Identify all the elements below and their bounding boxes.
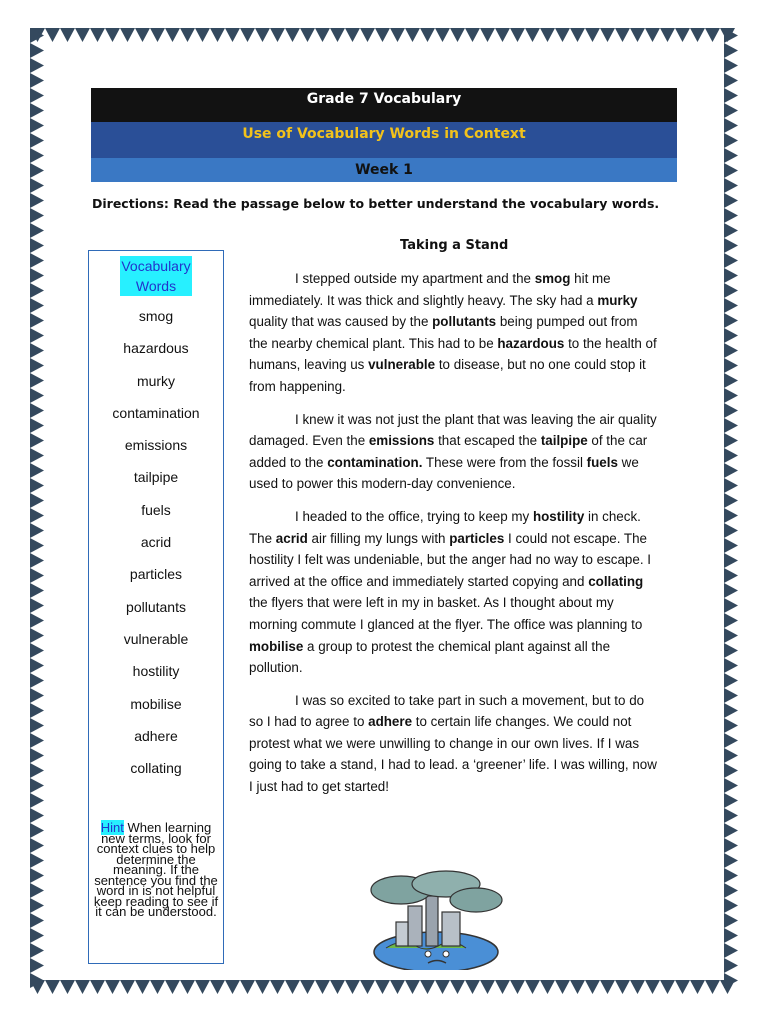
border-triangle — [105, 28, 120, 42]
border-triangle — [690, 980, 705, 994]
border-triangle — [30, 478, 44, 493]
border-triangle — [30, 73, 44, 88]
story — [249, 268, 659, 809]
border-triangle — [724, 943, 738, 958]
border-triangle — [195, 980, 210, 994]
vocabulary-title — [120, 256, 191, 296]
border-triangle — [724, 883, 738, 898]
header-subtitle-text: Use of Vocabulary Words in Context — [242, 126, 526, 142]
vocabulary-term: particles — [449, 530, 505, 546]
border-triangle — [30, 598, 44, 613]
border-triangle — [724, 28, 738, 43]
story-text: I knew it was not just the plant that was leaving the air quality damaged. Even the — [249, 411, 657, 449]
border-triangle — [315, 980, 330, 994]
vocabulary-box — [88, 250, 224, 964]
border-triangle — [225, 28, 240, 42]
border-triangle — [360, 980, 375, 994]
border-triangle — [465, 980, 480, 994]
border-triangle — [90, 28, 105, 42]
border-triangle — [585, 28, 600, 42]
border-triangle — [30, 238, 44, 253]
border-triangle — [495, 28, 510, 42]
border-triangle — [525, 28, 540, 42]
border-triangle — [30, 373, 44, 388]
border-triangle — [420, 28, 435, 42]
border-triangle — [180, 980, 195, 994]
border-triangle — [30, 568, 44, 583]
border-triangle — [30, 418, 44, 433]
border-triangle — [724, 658, 738, 673]
border-triangle — [724, 718, 738, 733]
vocabulary-term: mobilise — [249, 638, 304, 654]
border-triangle — [135, 28, 150, 42]
border-triangle — [405, 28, 420, 42]
border-triangle — [30, 148, 44, 163]
border-triangle — [285, 980, 300, 994]
border-triangle — [30, 538, 44, 553]
vocabulary-word: smog — [138, 308, 174, 324]
border-triangle — [30, 403, 44, 418]
border-triangle — [724, 688, 738, 703]
border-triangle — [724, 583, 738, 598]
border-triangle — [30, 493, 44, 508]
hint — [93, 820, 219, 919]
border-triangle — [30, 583, 44, 598]
border-triangle — [705, 980, 720, 994]
border-triangle — [724, 478, 738, 493]
story-text: These were from the fossil — [422, 454, 587, 470]
border-triangle — [390, 980, 405, 994]
border-triangle — [30, 28, 44, 43]
border-triangle — [555, 980, 570, 994]
border-triangle — [724, 523, 738, 538]
border-triangle — [30, 613, 44, 628]
border-triangle — [724, 793, 738, 808]
story-text: we used to power this modern-day convenience. — [249, 454, 639, 492]
story-text: of the car added to the — [249, 433, 648, 470]
border-triangle — [300, 28, 315, 42]
header-title — [91, 88, 677, 122]
border-triangle — [315, 28, 330, 42]
border-triangle — [150, 980, 165, 994]
border-triangle — [724, 703, 738, 718]
border-triangle — [30, 133, 44, 148]
border-triangle — [30, 943, 44, 958]
border-triangle — [30, 463, 44, 478]
border-right — [724, 28, 740, 996]
story-text: quality that was caused by the — [249, 314, 433, 330]
vocabulary-word: pollutants — [126, 598, 186, 615]
border-triangle — [570, 28, 585, 42]
vocabulary-word: emissions — [124, 437, 188, 454]
border-triangle — [435, 980, 450, 994]
border-triangle — [660, 28, 675, 42]
border-top — [30, 28, 740, 44]
border-triangle — [30, 283, 44, 298]
border-triangle — [30, 733, 44, 748]
border-triangle — [690, 28, 705, 42]
border-triangle — [30, 658, 44, 673]
border-triangle — [724, 613, 738, 628]
border-triangle — [724, 958, 738, 973]
border-triangle — [724, 268, 738, 283]
header-subtitle — [91, 122, 677, 158]
story-text: the flyers that were left in my in basket. As I thought about my morning commute I glanced at the flyer. The office was planning to — [249, 595, 643, 632]
border-triangle — [675, 980, 690, 994]
border-triangle — [30, 388, 44, 403]
border-triangle — [30, 433, 44, 448]
border-triangle — [724, 898, 738, 913]
border-triangle — [724, 178, 738, 193]
border-triangle — [210, 28, 225, 42]
border-triangle — [75, 28, 90, 42]
border-triangle — [135, 980, 150, 994]
story-text: I stepped outside my apartment and the — [295, 271, 535, 286]
vocabulary-title-line1: Vocabulary — [121, 258, 191, 274]
border-triangle — [435, 28, 450, 42]
border-triangle — [724, 148, 738, 163]
border-triangle — [630, 980, 645, 994]
border-triangle — [724, 628, 738, 643]
story-title: Taking a Stand — [400, 238, 509, 253]
story-paragraph — [249, 690, 659, 798]
border-triangle — [390, 28, 405, 42]
border-triangle — [30, 328, 44, 343]
border-triangle — [724, 553, 738, 568]
border-triangle — [724, 118, 738, 133]
border-triangle — [30, 163, 44, 178]
border-triangle — [675, 28, 690, 42]
border-triangle — [30, 703, 44, 718]
vocabulary-term: contamination. — [327, 454, 423, 470]
header-week — [91, 158, 677, 182]
border-triangle — [30, 193, 44, 208]
border-triangle — [724, 868, 738, 883]
border-triangle — [30, 928, 44, 943]
border-triangle — [240, 28, 255, 42]
border-triangle — [180, 28, 195, 42]
border-triangle — [724, 508, 738, 523]
border-triangle — [555, 28, 570, 42]
story-text: a group to protest the chemical plant against all the pollution. — [249, 638, 611, 676]
border-triangle — [30, 448, 44, 463]
border-triangle — [420, 980, 435, 994]
border-triangle — [30, 178, 44, 193]
border-triangle — [724, 193, 738, 208]
vocabulary-word: contamination — [112, 404, 200, 421]
border-triangle — [45, 980, 60, 994]
vocabulary-word: acrid — [140, 534, 172, 551]
vocabulary-term: adhere — [368, 714, 413, 730]
vocabulary-word: fuels — [141, 501, 171, 518]
border-triangle — [270, 980, 285, 994]
border-triangle — [600, 980, 615, 994]
vocabulary-term: murky — [597, 292, 638, 308]
story-text: to certain life changes. We could not protest what we were unwilling to change in our own lives. If I was going to take a stand, I had to lead. a ‘greener’ life. I was willing, now I just had to get started! — [249, 714, 657, 795]
border-triangle — [30, 763, 44, 778]
border-triangle — [30, 43, 44, 58]
border-triangle — [450, 980, 465, 994]
vocabulary-word: mobilise — [130, 695, 182, 712]
border-triangle — [724, 538, 738, 553]
border-triangle — [660, 980, 675, 994]
border-triangle — [645, 28, 660, 42]
border-triangle — [285, 28, 300, 42]
border-triangle — [30, 358, 44, 373]
border-triangle — [165, 980, 180, 994]
border-triangle — [30, 208, 44, 223]
border-triangle — [30, 628, 44, 643]
border-triangle — [30, 553, 44, 568]
border-triangle — [724, 448, 738, 463]
border-bottom — [30, 980, 740, 996]
story-text: that escaped the — [434, 433, 541, 449]
border-triangle — [724, 928, 738, 943]
border-triangle — [30, 343, 44, 358]
vocabulary-term: pollutants — [432, 314, 497, 330]
border-triangle — [30, 298, 44, 313]
border-triangle — [724, 403, 738, 418]
border-triangle — [724, 313, 738, 328]
border-triangle — [30, 688, 44, 703]
border-triangle — [480, 28, 495, 42]
story-paragraph — [249, 409, 659, 495]
border-triangle — [724, 358, 738, 373]
border-triangle — [645, 980, 660, 994]
vocabulary-term: fuels — [586, 454, 618, 470]
border-triangle — [45, 28, 60, 42]
vocabulary-word: vulnerable — [123, 630, 189, 647]
border-triangle — [30, 793, 44, 808]
story-paragraph — [249, 268, 659, 398]
border-triangle — [255, 28, 270, 42]
vocabulary-list — [89, 300, 223, 784]
border-triangle — [270, 28, 285, 42]
border-triangle — [30, 313, 44, 328]
border-triangle — [724, 88, 738, 103]
border-triangle — [30, 853, 44, 868]
border-triangle — [405, 980, 420, 994]
header-title-text: Grade 7 Vocabulary — [306, 91, 462, 107]
vocabulary-term: smog — [534, 271, 571, 286]
vocabulary-term: hazardous — [497, 335, 565, 351]
vocabulary-word: tailpipe — [133, 469, 179, 486]
story-text: to disease, but no one could stop it from happening. — [249, 357, 646, 394]
header-week-text: Week 1 — [355, 162, 413, 178]
directions: Directions: Read the passage below to better understand the vocabulary words. — [92, 196, 660, 211]
border-triangle — [705, 28, 720, 42]
story-text: to the health of humans, leaving us — [249, 335, 657, 373]
border-triangle — [30, 523, 44, 538]
vocabulary-term: vulnerable — [368, 357, 436, 373]
story-text: air filling my lungs with — [307, 530, 450, 546]
border-triangle — [30, 913, 44, 928]
vocabulary-term: emissions — [368, 433, 435, 449]
vocabulary-word: collating — [130, 760, 182, 777]
border-triangle — [300, 980, 315, 994]
border-triangle — [724, 253, 738, 268]
border-triangle — [724, 103, 738, 118]
border-triangle — [724, 283, 738, 298]
border-triangle — [375, 28, 390, 42]
border-triangle — [30, 103, 44, 118]
border-triangle — [150, 28, 165, 42]
border-triangle — [30, 718, 44, 733]
border-triangle — [724, 43, 738, 58]
story-text: I could not escape. The hostility I felt was undeniable, but the anger had no way to escape. I arrived at the office and immediately started copying and — [249, 530, 651, 589]
border-triangle — [724, 823, 738, 838]
border-triangle — [225, 980, 240, 994]
border-triangle — [724, 58, 738, 73]
story-text: in check. The — [249, 508, 641, 546]
border-triangle — [30, 748, 44, 763]
vocabulary-term: hostility — [532, 508, 585, 524]
border-triangle — [724, 493, 738, 508]
vocabulary-term: collating — [588, 573, 644, 589]
border-triangle — [30, 508, 44, 523]
border-triangle — [210, 980, 225, 994]
border-triangle — [240, 980, 255, 994]
border-triangle — [630, 28, 645, 42]
story-text: hit me immediately. It was thick and slightly heavy. The sky had a — [249, 271, 611, 308]
border-triangle — [105, 980, 120, 994]
vocabulary-term: acrid — [275, 530, 308, 546]
border-triangle — [724, 73, 738, 88]
vocabulary-title-line2: Words — [135, 278, 177, 294]
border-triangle — [724, 238, 738, 253]
vocabulary-word: murky — [136, 372, 176, 389]
border-triangle — [30, 808, 44, 823]
border-triangle — [510, 28, 525, 42]
border-triangle — [120, 28, 135, 42]
story-paragraph — [249, 506, 659, 679]
border-triangle — [724, 778, 738, 793]
border-triangle — [724, 763, 738, 778]
border-triangle — [30, 88, 44, 103]
border-triangle — [375, 980, 390, 994]
border-triangle — [30, 253, 44, 268]
border-triangle — [724, 808, 738, 823]
border-triangle — [30, 118, 44, 133]
border-triangle — [165, 28, 180, 42]
border-triangle — [30, 268, 44, 283]
border-triangle — [540, 28, 555, 42]
vocabulary-term: tailpipe — [540, 433, 588, 449]
border-triangle — [724, 748, 738, 763]
hint-label: Hint — [100, 820, 124, 835]
border-triangle — [724, 913, 738, 928]
border-triangle — [30, 958, 44, 973]
border-triangle — [724, 223, 738, 238]
border-triangle — [724, 838, 738, 853]
vocabulary-word: adhere — [134, 727, 178, 744]
border-triangle — [724, 133, 738, 148]
border-triangle — [195, 28, 210, 42]
border-triangle — [585, 980, 600, 994]
border-triangle — [60, 980, 75, 994]
border-triangle — [615, 980, 630, 994]
border-triangle — [255, 980, 270, 994]
border-triangle — [724, 673, 738, 688]
border-triangle — [540, 980, 555, 994]
vocabulary-word: hostility — [132, 663, 180, 680]
border-triangle — [30, 58, 44, 73]
border-triangle — [724, 463, 738, 478]
border-triangle — [30, 868, 44, 883]
border-triangle — [724, 568, 738, 583]
border-triangle — [525, 980, 540, 994]
border-triangle — [724, 163, 738, 178]
border-triangle — [345, 28, 360, 42]
border-triangle — [480, 980, 495, 994]
story-text: being pumped out from the nearby chemical plant. This had to be — [249, 314, 638, 351]
border-triangle — [465, 28, 480, 42]
border-triangle — [450, 28, 465, 42]
vocabulary-word: particles — [129, 566, 183, 583]
hint-text: When learning new terms, look for context clues to help determine the meaning. If the sentence you find the word in is not helpful keep reading to see if it can be understood. — [93, 820, 219, 919]
border-triangle — [75, 980, 90, 994]
border-triangle — [360, 28, 375, 42]
border-left — [30, 28, 46, 996]
story-text: I headed to the office, trying to keep my — [295, 508, 533, 524]
border-triangle — [30, 778, 44, 793]
border-triangle — [724, 373, 738, 388]
border-triangle — [30, 838, 44, 853]
border-triangle — [724, 388, 738, 403]
border-triangle — [615, 28, 630, 42]
vocabulary-word: hazardous — [123, 340, 189, 357]
border-triangle — [30, 883, 44, 898]
border-triangle — [345, 980, 360, 994]
border-triangle — [724, 973, 738, 988]
border-triangle — [330, 28, 345, 42]
border-triangle — [724, 298, 738, 313]
border-triangle — [495, 980, 510, 994]
border-triangle — [30, 898, 44, 913]
border-triangle — [724, 418, 738, 433]
border-triangle — [120, 980, 135, 994]
border-triangle — [30, 973, 44, 988]
border-triangle — [724, 343, 738, 358]
border-triangle — [570, 980, 585, 994]
border-triangle — [90, 980, 105, 994]
border-triangle — [724, 328, 738, 343]
border-triangle — [724, 853, 738, 868]
border-triangle — [724, 598, 738, 613]
border-triangle — [724, 433, 738, 448]
border-triangle — [510, 980, 525, 994]
border-triangle — [724, 643, 738, 658]
border-triangle — [330, 980, 345, 994]
border-triangle — [724, 208, 738, 223]
polluted-earth-illustration — [356, 866, 516, 970]
border-triangle — [30, 643, 44, 658]
border-triangle — [60, 28, 75, 42]
story-text: I was so excited to take part in such a movement, but to do so I had to agree to — [249, 692, 645, 730]
border-triangle — [30, 223, 44, 238]
border-triangle — [600, 28, 615, 42]
border-triangle — [724, 733, 738, 748]
border-triangle — [30, 823, 44, 838]
border-triangle — [30, 673, 44, 688]
